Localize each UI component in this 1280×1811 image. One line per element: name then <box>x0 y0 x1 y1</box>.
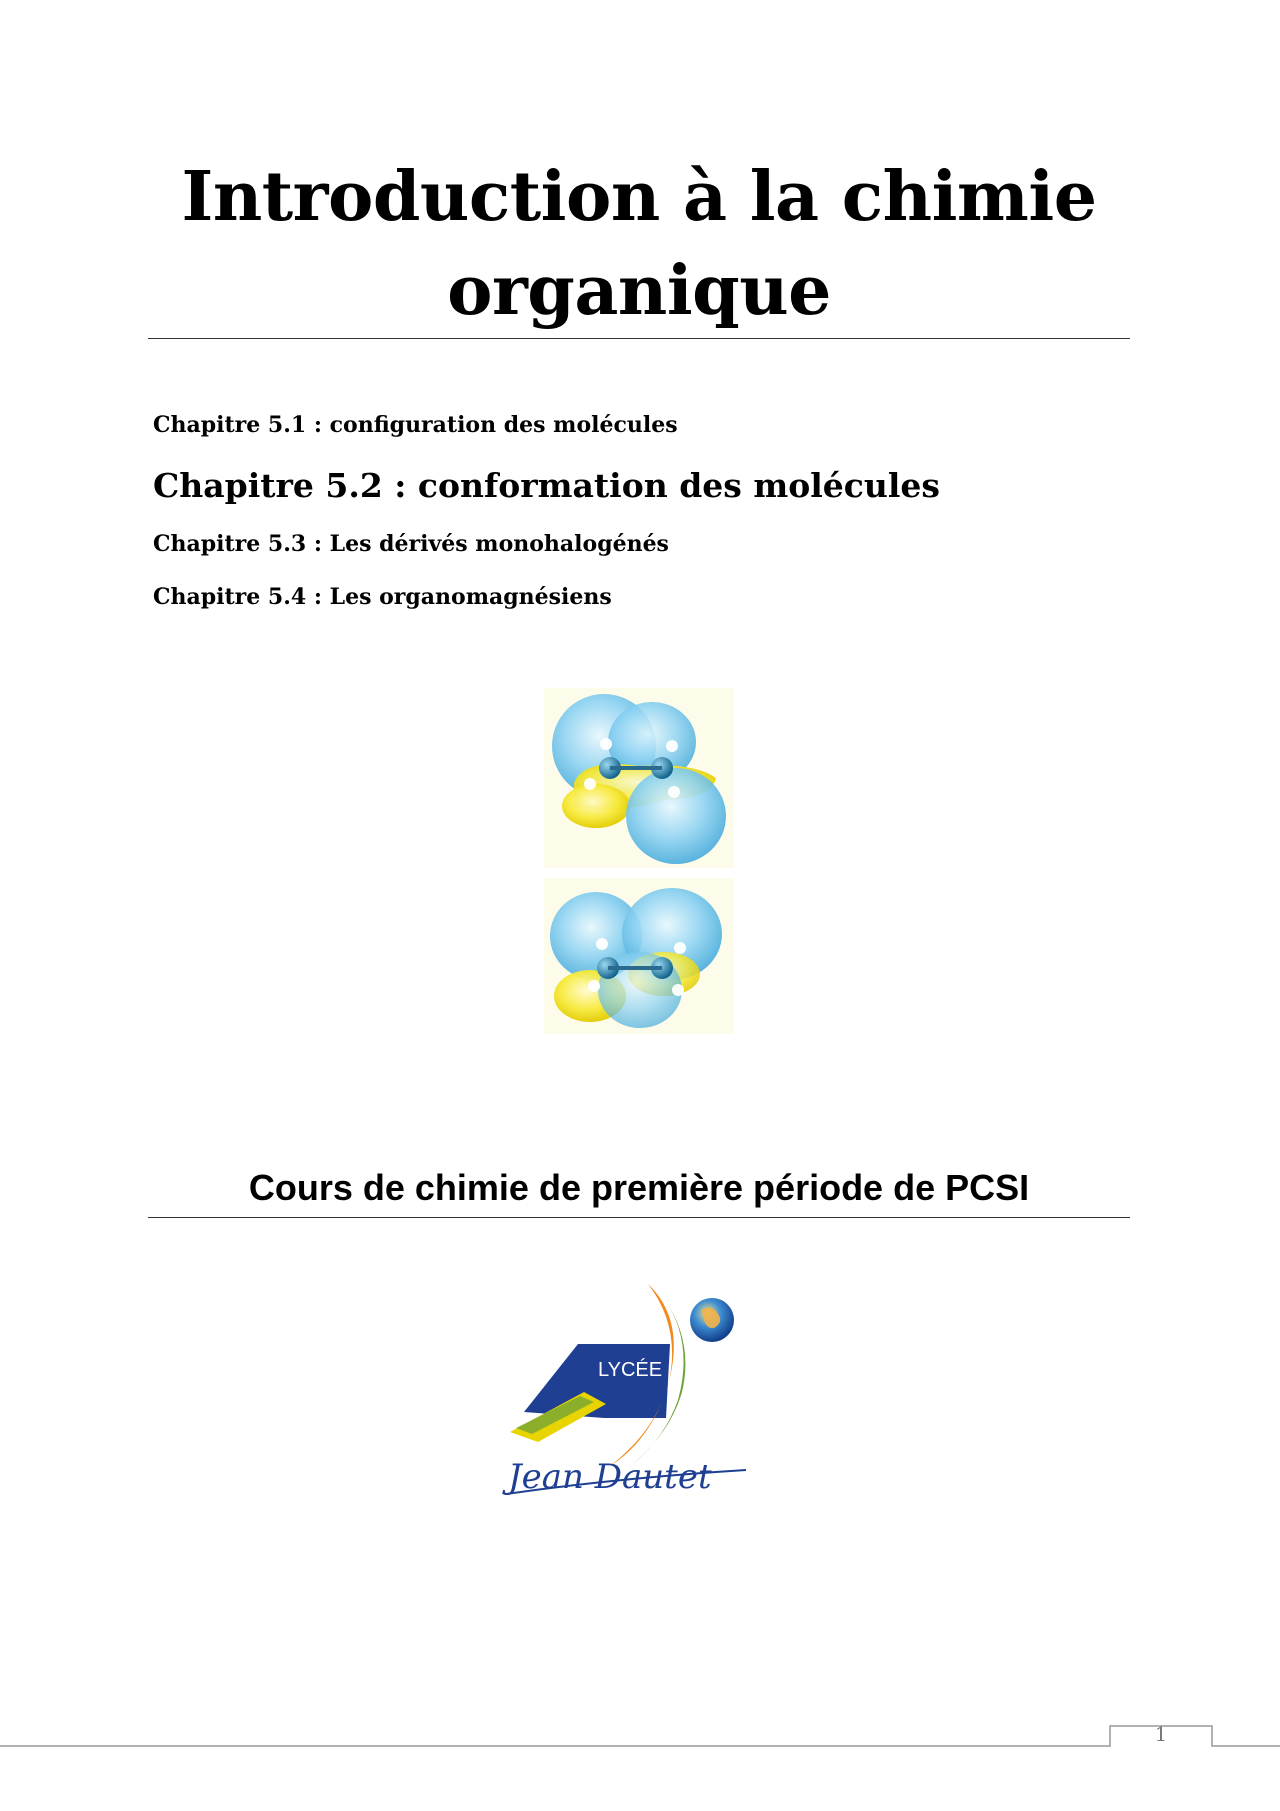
title-line-1: Introduction à la chimie <box>181 157 1097 237</box>
chapter-5-2: Chapitre 5.2 : conformation des molécules <box>153 466 940 505</box>
subtitle: Cours de chimie de première période de PCSI <box>248 1167 1030 1208</box>
title-block <box>148 150 1130 339</box>
page-number: 1 <box>1154 1722 1168 1746</box>
logo-signature: Jean Dautet <box>508 1457 712 1497</box>
chapter-5-1: Chapitre 5.1 : configuration des molécules <box>153 412 678 438</box>
school-logo <box>498 1282 788 1504</box>
subtitle-block <box>148 1160 1130 1218</box>
page-footer <box>0 1718 1280 1758</box>
logo-label: LYCÉE <box>598 1359 663 1381</box>
ethane-orbital-staggered-icon <box>544 878 734 1034</box>
chapter-5-4: Chapitre 5.4 : Les organomagnésiens <box>153 584 612 610</box>
chapter-5-3: Chapitre 5.3 : Les dérivés monohalogénés <box>153 531 669 557</box>
ethane-orbital-eclipsed-icon <box>544 688 734 868</box>
title-line-2: organique <box>447 251 831 331</box>
